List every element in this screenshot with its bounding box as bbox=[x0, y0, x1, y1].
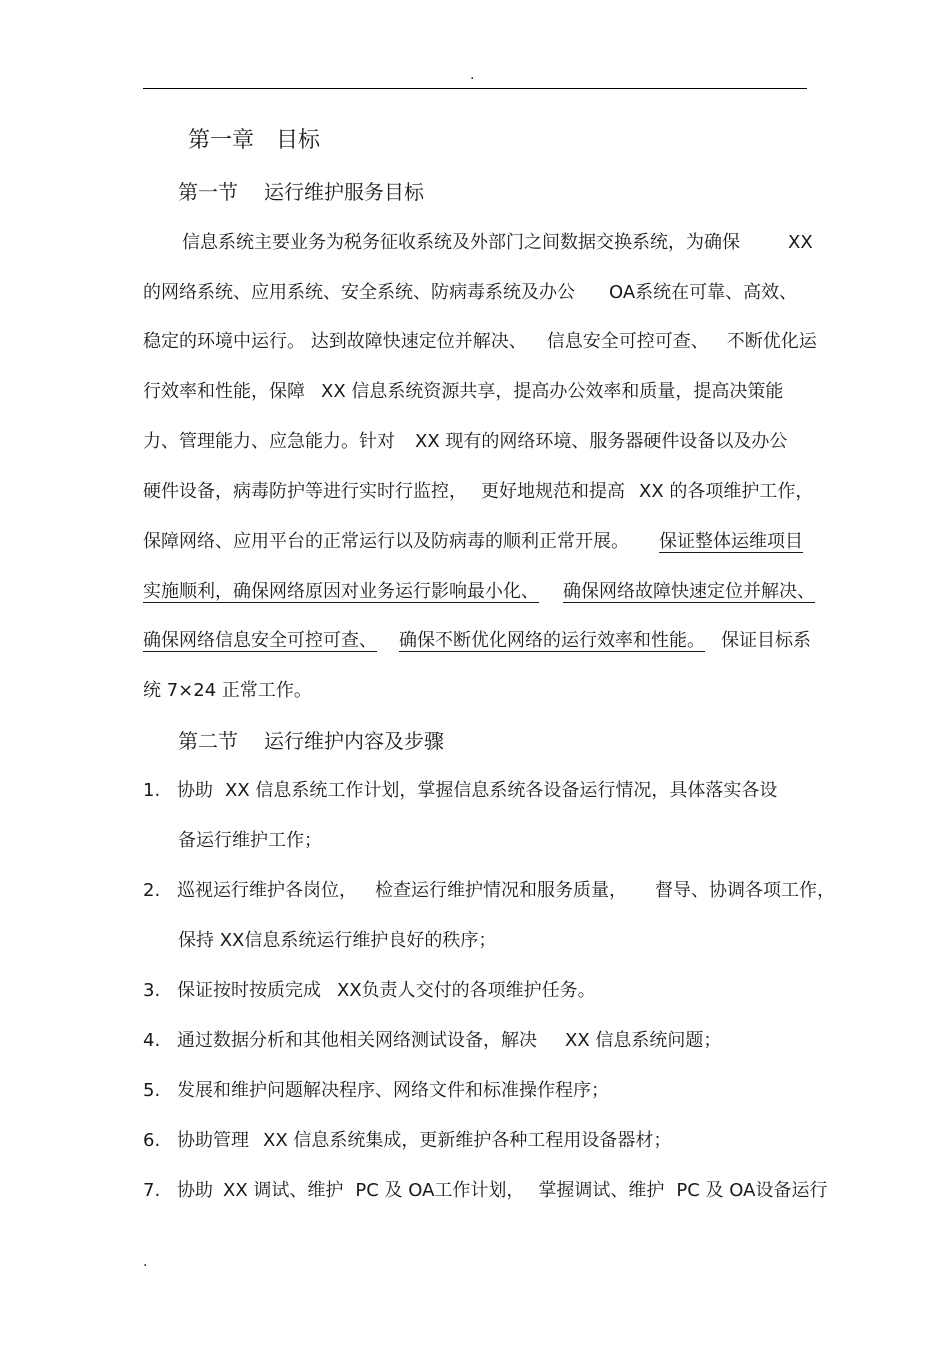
paragraph-line bbox=[143, 630, 811, 652]
paragraph-line-end bbox=[788, 232, 813, 254]
list-number: 1. bbox=[143, 780, 161, 801]
text-run: 巡视运行维护各岗位， bbox=[177, 880, 357, 901]
text-run: 检查运行维护情况和服务质量， bbox=[375, 880, 627, 901]
list-item bbox=[143, 980, 596, 1002]
text-run: 保持 XX信息系统运行维护良好的秩序； bbox=[178, 930, 497, 951]
text-run: XX bbox=[788, 232, 813, 253]
text-run: 稳定的环境中运行。 达到故障快速定位并解决、 bbox=[143, 331, 527, 352]
text-run: 通过数据分析和其他相关网络测试设备，解决 bbox=[177, 1030, 537, 1051]
paragraph-line bbox=[143, 680, 312, 702]
text-run: 保障网络、应用平台的正常运行以及防病毒的顺利正常开展。 bbox=[143, 531, 629, 552]
text-run: 行效率和性能，保障 bbox=[143, 381, 305, 402]
paragraph-line bbox=[143, 531, 803, 553]
paragraph-line bbox=[143, 381, 783, 403]
underlined-text: 确保不断优化网络的运行效率和性能。 bbox=[399, 630, 705, 651]
chapter-number: 第一章 bbox=[188, 128, 255, 153]
text-run: XX 的各项维护工作， bbox=[639, 481, 814, 502]
header-rule bbox=[143, 88, 807, 89]
text-run: 协助管理 bbox=[177, 1130, 249, 1151]
text-run: 信息系统主要业务为税务征收系统及外部门之间数据交换系统，为确保 bbox=[182, 232, 740, 253]
text-run: 更好地规范和提高 bbox=[481, 481, 625, 502]
text-run: XX 现有的网络环境、服务器硬件设备以及办公 bbox=[415, 431, 788, 452]
section-number: 第二节 bbox=[178, 729, 238, 753]
text-run: PC 及 OA设备运行 bbox=[676, 1180, 828, 1201]
text-run: XX负责人交付的各项维护任务。 bbox=[337, 980, 596, 1001]
text-run: 保证目标系 bbox=[721, 630, 811, 651]
text-run: 协助 bbox=[177, 780, 213, 801]
text-run: XX 信息系统资源共享，提高办公效率和质量，提高决策能 bbox=[321, 381, 784, 402]
paragraph-line bbox=[143, 581, 815, 603]
list-item bbox=[143, 880, 835, 902]
list-item bbox=[143, 1130, 671, 1152]
underlined-text: 保证整体运维项目 bbox=[659, 531, 803, 552]
text-run: XX 信息系统集成，更新维护各种工程用设备器材； bbox=[263, 1130, 672, 1151]
list-item bbox=[143, 1080, 609, 1102]
paragraph-line bbox=[182, 232, 740, 254]
text-run: XX 信息系统问题； bbox=[565, 1030, 722, 1051]
text-run: 的网络系统、应用系统、安全系统、防病毒系统及办公 bbox=[143, 282, 575, 303]
text-run: 信息安全可控可查、 bbox=[546, 331, 709, 352]
list-number: 3. bbox=[143, 980, 161, 1001]
paragraph-line bbox=[143, 431, 787, 453]
text-run: 督导、协调各项工作， bbox=[655, 880, 835, 901]
list-number: 5. bbox=[143, 1080, 161, 1101]
section-title: 运行维护服务目标 bbox=[264, 180, 424, 204]
paragraph-line bbox=[143, 481, 813, 503]
text-run: 统 7×24 正常工作。 bbox=[143, 680, 312, 701]
header-mark: . bbox=[470, 67, 475, 83]
text-run: 掌握调试、维护 bbox=[538, 1180, 665, 1201]
footer-mark: . bbox=[143, 1254, 148, 1270]
list-number: 6. bbox=[143, 1130, 161, 1151]
list-item bbox=[143, 1030, 721, 1052]
section-heading bbox=[178, 729, 444, 753]
text-run: 保证按时按质完成 bbox=[177, 980, 321, 1001]
text-run: 硬件设备，病毒防护等进行实时行监控， bbox=[143, 481, 467, 502]
text-run: 协助 bbox=[177, 1180, 213, 1201]
text-run: 备运行维护工作； bbox=[178, 830, 322, 851]
chapter-name: 目标 bbox=[276, 128, 321, 153]
section-heading bbox=[178, 180, 424, 204]
paragraph-line bbox=[143, 331, 817, 353]
underlined-text: 确保网络信息安全可控可查、 bbox=[143, 630, 377, 651]
text-run: 不断优化运 bbox=[726, 331, 817, 352]
text-run: XX 调试、维护 bbox=[223, 1180, 344, 1201]
text-run: PC 及 OA工作计划， bbox=[355, 1180, 525, 1201]
underlined-text: 确保网络故障快速定位并解决、 bbox=[563, 581, 815, 602]
list-item bbox=[143, 780, 777, 802]
section-title: 运行维护内容及步骤 bbox=[264, 729, 444, 753]
list-item-continuation bbox=[178, 930, 496, 952]
text-run: 发展和维护问题解决程序、网络文件和标准操作程序； bbox=[177, 1080, 609, 1101]
text-run: OA系统在可靠、高效、 bbox=[609, 282, 798, 303]
text-run: 力、管理能力、应急能力。针对 bbox=[143, 431, 395, 452]
list-item-continuation bbox=[178, 830, 322, 852]
list-number: 7. bbox=[143, 1180, 161, 1201]
list-item bbox=[143, 1180, 827, 1202]
list-number: 2. bbox=[143, 880, 161, 901]
underlined-text: 实施顺利，确保网络原因对业务运行影响最小化、 bbox=[143, 581, 539, 602]
chapter-title bbox=[188, 127, 320, 155]
list-number: 4. bbox=[143, 1030, 161, 1051]
paragraph-line bbox=[143, 282, 797, 304]
text-run: XX 信息系统工作计划，掌握信息系统各设备运行情况，具体落实各设 bbox=[225, 780, 778, 801]
section-number: 第一节 bbox=[178, 180, 238, 204]
